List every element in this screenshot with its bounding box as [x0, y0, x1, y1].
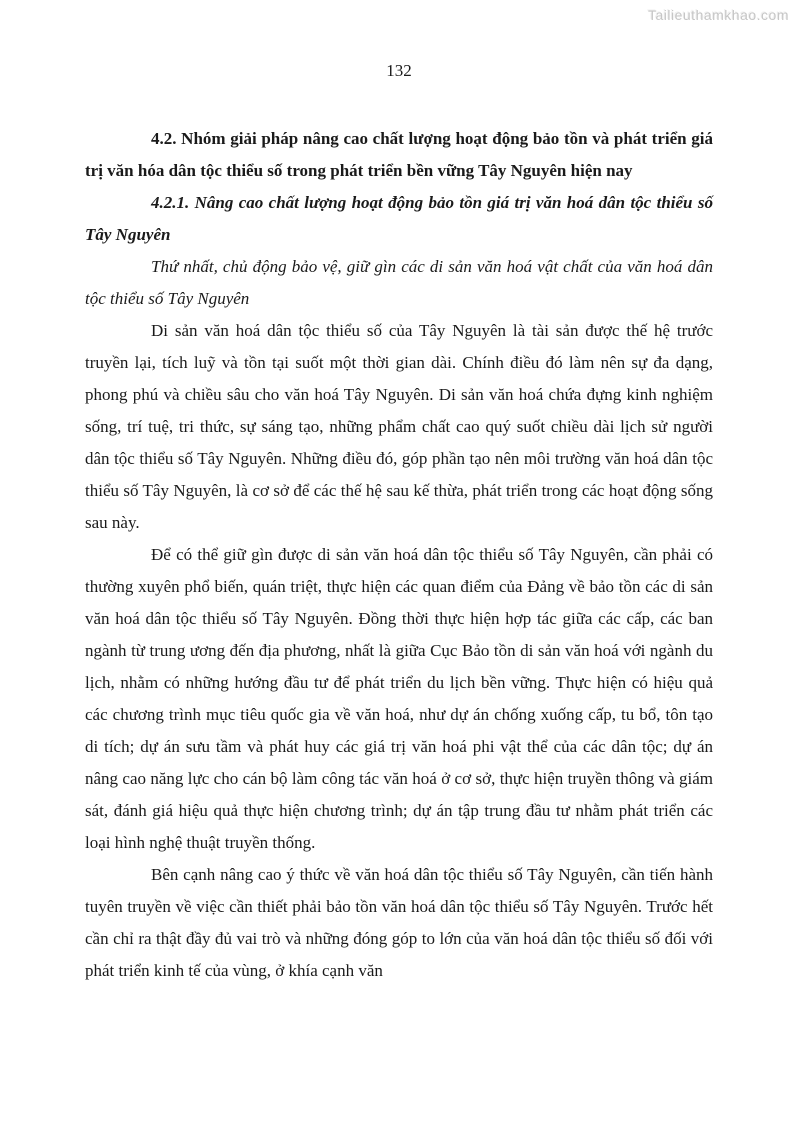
- body-paragraph: Di sản văn hoá dân tộc thiểu số của Tây Nguyên là tài sản được thế hệ trước truyền lại, tích luỹ và tồn tại suốt một thời gian dài. Chính điều đó làm nên sự đa dạng, phong phú và chiều sâu cho văn hoá Tây Nguyên. Di sản văn hoá chứa đựng kinh nghiệm sống, trí tuệ, tri thức, sự sáng tạo, những phẩm chất cao quý suốt chiều dài lịch sử người dân tộc thiểu số Tây Nguyên. Những điều đó, góp phần tạo nên môi trường văn hoá dân tộc thiểu số Tây Nguyên, là cơ sở để các thế hệ sau kế thừa, phát triển trong các hoạt động sống sau này.: [85, 321, 713, 532]
- section-heading: 4.2. Nhóm giải pháp nâng cao chất lượng hoạt động bảo tồn và phát triển giá trị văn hóa dân tộc thiểu số trong phát triển bền vững Tây Nguyên hiện nay: [85, 129, 713, 180]
- document-body: [85, 123, 713, 987]
- page-number: 132: [386, 61, 412, 80]
- body-paragraph: Bên cạnh nâng cao ý thức về văn hoá dân tộc thiểu số Tây Nguyên, cần tiến hành tuyên truyền về việc cần thiết phải bảo tồn văn hoá dân tộc thiểu số Tây Nguyên. Trước hết cần chỉ ra thật đầy đủ vai trò và những đóng góp to lớn của văn hoá dân tộc thiểu số đối với phát triển kinh tế của vùng, ở khía cạnh văn: [85, 865, 713, 980]
- subsection-heading: 4.2.1. Nâng cao chất lượng hoạt động bảo tồn giá trị văn hoá dân tộc thiểu số Tây Nguyên: [85, 193, 713, 244]
- watermark: Tailieuthamkhao.com: [647, 7, 789, 23]
- body-paragraph: Để có thể giữ gìn được di sản văn hoá dân tộc thiểu số Tây Nguyên, cần phải có thường xuyên phổ biến, quán triệt, thực hiện các quan điểm của Đảng về bảo tồn các di sản văn hoá dân tộc thiểu số Tây Nguyên. Đồng thời thực hiện hợp tác giữa các cấp, các ban ngành từ trung ương đến địa phương, nhất là giữa Cục Bảo tồn di sản văn hoá với ngành du lịch, nhằm có những hướng đầu tư để phát triển du lịch bền vững. Thực hiện có hiệu quả các chương trình mục tiêu quốc gia về văn hoá, như dự án chống xuống cấp, tu bổ, tôn tạo di tích; dự án sưu tầm và phát huy các giá trị văn hoá phi vật thể của các dân tộc; dự án nâng cao năng lực cho cán bộ làm công tác văn hoá ở cơ sở, thực hiện truyền thông và giám sát, đánh giá hiệu quả thực hiện chương trình; dự án tập trung đầu tư nhằm phát triển các loại hình nghệ thuật truyền thống.: [85, 545, 713, 852]
- lead-sentence: Thứ nhất, chủ động bảo vệ, giữ gìn các di sản văn hoá vật chất của văn hoá dân tộc thiểu số Tây Nguyên: [85, 257, 713, 308]
